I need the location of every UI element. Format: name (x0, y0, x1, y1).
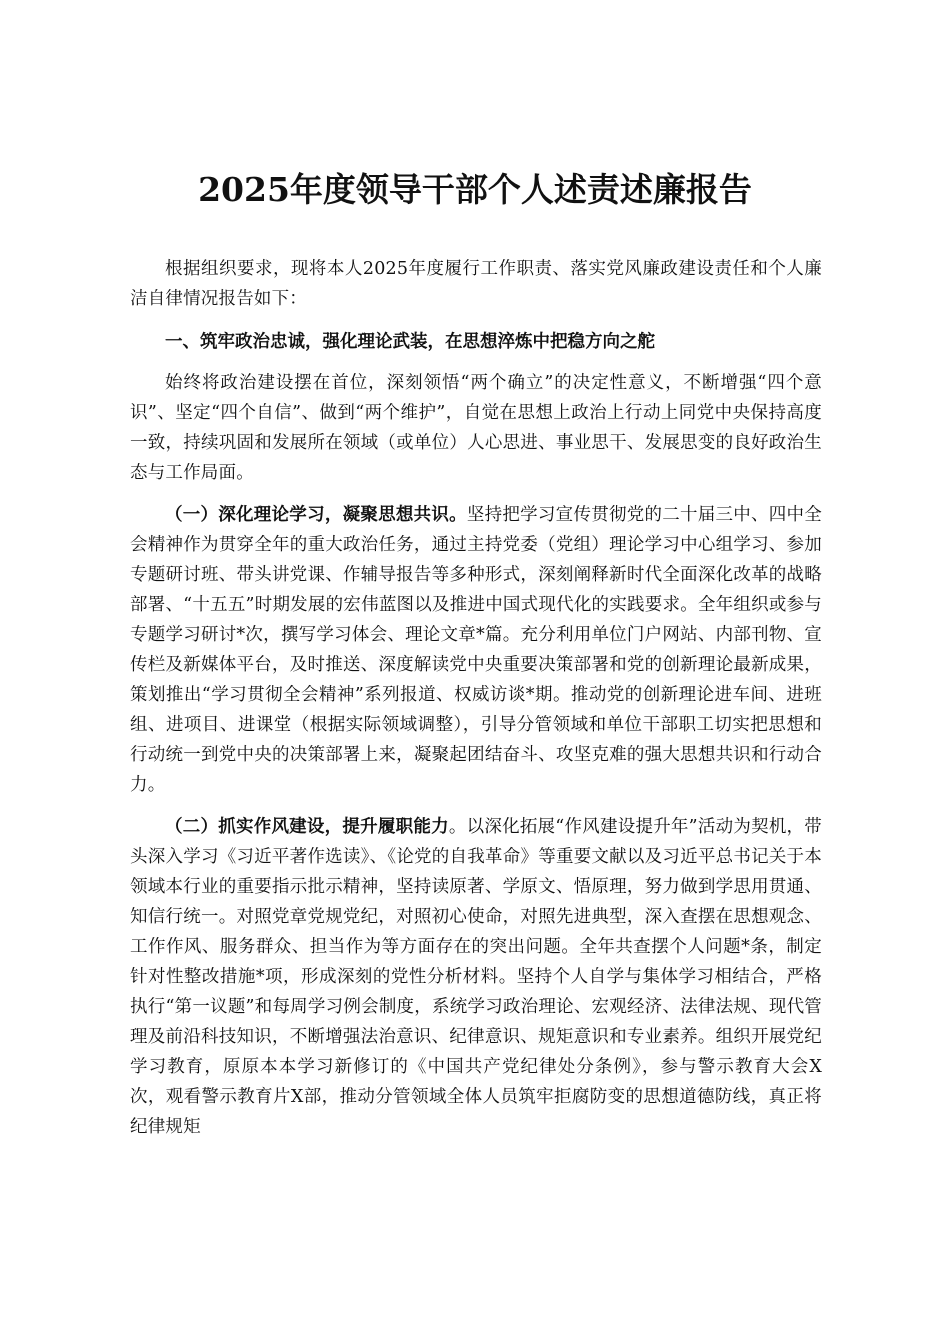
subsection-1-lead: （一）深化理论学习，凝聚思想共识。 (165, 505, 467, 525)
subsection-1-text: 坚持把学习宣传贯彻党的二十届三中、四中全会精神作为贯穿全年的重大政治任务，通过主持党委（党组）理论学习中心组学习、参加专题研讨班、带头讲党课、作辅导报告等多种形式，深刻阐释新时代全面深化改革的战略部署、“十五五”时期发展的宏伟蓝图以及推进中国式现代化的实践要求。全年组织或参与专题学习研讨*次，撰写学习体会、理论文章*篇。充分利用单位门户网站、内部刊物、宣传栏及新媒体平台，及时推送、深度解读党中央重要决策部署和党的创新理论最新成果，策划推出“学习贯彻全会精神”系列报道、权威访谈*期。推动党的创新理论进车间、进班组、进项目、进课堂（根据实际领域调整），引导分管领域和单位干部职工切实把思想和行动统一到党中央的决策部署上来，凝聚起团结奋斗、攻坚克难的强大思想共识和行动合力。 (130, 505, 822, 795)
intro-paragraph: 根据组织要求，现将本人2025年度履行工作职责、落实党风廉政建设责任和个人廉洁自律情况报告如下： (130, 259, 822, 309)
subsection-2-text: 。以深化拓展“作风建设提升年”活动为契机，带头深入学习《习近平著作选读》、《论党的自我革命》等重要文献以及习近平总书记关于本领域本行业的重要指示批示精神，坚持读原著、学原文、悟原理，努力做到学思用贯通、知信行统一。对照党章党规党纪，对照初心使命，对照先进典型，深入查摆在思想观念、工作作风、服务群众、担当作为等方面存在的突出问题。全年共查摆个人问题*条，制定针对性整改措施*项，形成深刻的党性分析材料。坚持个人自学与集体学习相结合，严格执行“第一议题”和每周学习例会制度，系统学习政治理论、宏观经济、法律法规、现代管理及前沿科技知识，不断增强法治意识、纪律意识、规矩意识和专业素养。组织开展党纪学习教育，原原本本学习新修订的《中国共产党纪律处分条例》，参与警示教育大会X次，观看警示教育片X部，推动分管领域全体人员筑牢拒腐防变的思想道德防线，真正将纪律规矩 (130, 817, 823, 1137)
section-paragraph: 始终将政治建设摆在首位，深刻领悟“两个确立”的决定性意义，不断增强“四个意识”、坚定“四个自信”、做到“两个维护”，自觉在思想上政治上行动上同党中央保持高度一致，持续巩固和发展所在领域（或单位）人心思进、事业思干、发展思变的良好政治生态与工作局面。 (130, 373, 822, 483)
section-heading: 一、筑牢政治忠诚，强化理论武装，在思想淬炼中把稳方向之舵 (165, 332, 655, 352)
subsection-2-lead: （二）抓实作风建设，提升履职能力 (165, 817, 449, 837)
document-title: 2025年度领导干部个人述责述廉报告 (198, 170, 752, 209)
subsection-2-paragraph (130, 812, 822, 1142)
subsection-1-paragraph (130, 500, 822, 800)
document-body (130, 254, 822, 1154)
